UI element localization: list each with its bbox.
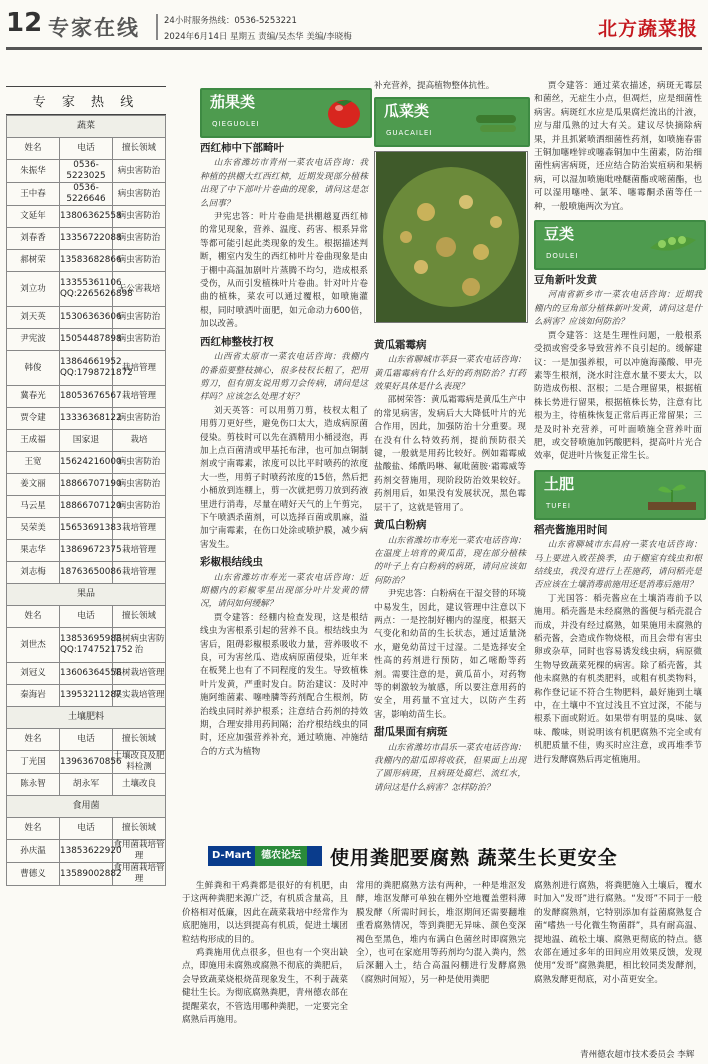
expert-name: 王宽 bbox=[7, 452, 60, 474]
table-row bbox=[7, 206, 166, 228]
tag-label: 茄果类 bbox=[210, 93, 256, 111]
expert-field: 栽培管理 bbox=[113, 562, 166, 584]
expert-phone: 15624216000 bbox=[60, 452, 113, 474]
category-tag-cucurbit bbox=[374, 97, 530, 147]
expert-phone: 13953211287 bbox=[60, 685, 113, 707]
expert-name: 果志华 bbox=[7, 540, 60, 562]
table-row bbox=[7, 452, 166, 474]
expert-field: 病虫害防治 bbox=[113, 160, 166, 183]
table-row bbox=[7, 774, 166, 796]
category-label: 土壤肥料 bbox=[7, 707, 166, 729]
article-question: 山东省聊城市莘县一菜农电话咨询：黄瓜霜霉病有什么好的药剂防治？打药效果好具体是什么表现？ bbox=[374, 355, 526, 393]
table-row bbox=[7, 272, 166, 307]
article-answer: 丁光国答：稻壳酱应在土壤消毒前予以施用。稻壳酱是未经腐熟的酱便与稻壳混合而成，并没有经过腐熟，如果施用未腐熟的稻壳酱，会造成作物烧根，而且会带有害虫卵或杂草，同时也容易诱发线虫病，病原微生物导致蔬菜死棵的病害。除了稻壳酱，其他未腐熟的有机类肥料，或粗有机类物料，称作登记证不符合生物肥料，最好施到土壤中，在土壤中不宜过浅且不宜过深，不能与根系下面或附近。如果带有明显的臭味、氨味、酸味，则说明该有机肥腐熟不完全或有机肥质量不佳，购买时应注意，或再堆季节进行发酵腐熟后再定植施用。 bbox=[534, 593, 702, 765]
expert-field: 土壤改良 bbox=[113, 774, 166, 796]
feature-column-1 bbox=[182, 880, 348, 1050]
expert-field: 病虫害防治 bbox=[113, 307, 166, 329]
expert-field: 病虫害防治 bbox=[113, 496, 166, 518]
article-answer: 尹宪忠答：白粉病在干湿交替的环境中易发生，因此，建议管理中注意以下两点：一是控制好棚内的湿度，根据天气变化和幼苗的生长状态，通过适量浇水，避免幼苗过干过湿。二是选择安全性高的药剂进行预防，如乙嘧酚等药剂。需要注意的是，黄瓜苗小，对药物等的刺激较为敏感，所以要注意用药的安全，用药量不宜过大，以防产生药害，影响幼苗生长。 bbox=[374, 589, 526, 720]
page-header bbox=[6, 8, 702, 44]
table-header-row bbox=[7, 606, 166, 628]
expert-hotline-table bbox=[6, 86, 166, 886]
expert-name: 马云星 bbox=[7, 496, 60, 518]
article-answer: 贾令建答：这是生理性问题，一般根系受损或窖受多导致营养不良引起的。缓解建议：一是加强养根，可以冲施海藻酸、甲壳素等生根剂，浇水时注意水量不要太大，以防造成伤根、沤根；二是合理留果，根据植株长势进行留果，根据植株长势，注意有比根为主，待植株恢复正常后再正常留果；三是及时补充营养，可叶面喷施全营养叶面肥，或交替喷施加钙酸肥料，提高叶片光合效率，促进叶片恢复正常生长。 bbox=[534, 330, 702, 462]
expert-phone: 15054487898 bbox=[60, 329, 113, 351]
cucumber-icon bbox=[468, 103, 524, 139]
masthead-logo: 北方蔬菜报 bbox=[597, 18, 698, 40]
category-tag-soil bbox=[534, 470, 706, 520]
dmart-logo bbox=[208, 846, 322, 866]
expert-name: 文延年 bbox=[7, 206, 60, 228]
expert-field: 病虫害防治 bbox=[113, 329, 166, 351]
expert-phone: 胡永军 bbox=[60, 774, 113, 796]
column-header: 电话 bbox=[60, 606, 113, 628]
category-label: 蔬菜 bbox=[7, 116, 166, 138]
article-title: 彩椒根结线虫 bbox=[200, 556, 263, 569]
expert-phone: 15653691383 bbox=[60, 518, 113, 540]
expert-field: 病虫害防治 bbox=[113, 474, 166, 496]
column-header: 姓名 bbox=[7, 138, 60, 160]
feature-paragraph: 腐熟剂进行腐熟，将粪肥施入土壤后，覆水时加入“发哥”进行腐熟。“发哥”不同于一般的发酵腐熟剂，它特别添加有益菌腐熟复合菌“嗜热一号化微生物菌群”，具有耐高温、提地温、疏松土壤、腐熟更彻底的特点。德农部在通过多年的田间应用效果反馈，发现使用“发哥”腐熟粪肥，相比较同类发酵剂，腐熟发酵更彻底，对小苗更安全。 bbox=[534, 881, 702, 985]
category-label: 食用菌 bbox=[7, 796, 166, 818]
tag-label: 瓜菜类 bbox=[384, 102, 430, 121]
table-row bbox=[7, 329, 166, 351]
expert-name: 刘志梅 bbox=[7, 562, 60, 584]
category-tag-beans bbox=[534, 220, 706, 270]
expert-field: 栽培管理 bbox=[113, 351, 166, 386]
expert-phone: 18763650086 bbox=[60, 562, 113, 584]
column-header: 擅长领域 bbox=[113, 606, 166, 628]
expert-phone: 0536-5226646 bbox=[60, 183, 113, 206]
header-divider bbox=[156, 14, 158, 40]
table-row bbox=[7, 183, 166, 206]
hotline-text: 24小时服务热线：0536-5253221 bbox=[164, 16, 297, 26]
header-rule bbox=[6, 47, 702, 50]
dateline-text: 2024年6月14日 星期五 责编/吴杰华 美编/李晓梅 bbox=[164, 32, 352, 42]
expert-field: 果实栽培管理 bbox=[113, 685, 166, 707]
category-row bbox=[7, 584, 166, 606]
expert-phone: 国家退 bbox=[60, 430, 113, 452]
column-header: 擅长领域 bbox=[113, 138, 166, 160]
table-row bbox=[7, 518, 166, 540]
expert-field: 病虫害防治 bbox=[113, 452, 166, 474]
expert-name: 刘世杰 bbox=[7, 628, 60, 663]
column-header: 姓名 bbox=[7, 729, 60, 751]
expert-field: 果树病虫害防治 bbox=[113, 628, 166, 663]
expert-field: 食用菌栽培管理 bbox=[113, 863, 165, 884]
expert-phone: 13853695983 QQ:1747521752 bbox=[60, 628, 113, 663]
tag-pinyin: QIEGUOLEI bbox=[212, 120, 260, 128]
feature-title: 使用粪肥要腐熟 蔬菜生长更安全 bbox=[330, 847, 618, 869]
article-question: 山西省太原市一菜农电话咨询：我棚内的番茄要整枝摘心，很多枝杈长粗了，把用剪刀，但有朋友说用剪刀会传病，请问是这样吗？应该怎么处理才好？ bbox=[200, 352, 368, 403]
table-row bbox=[7, 408, 166, 430]
table-header-row bbox=[7, 729, 166, 751]
tomato-icon bbox=[310, 94, 366, 130]
table-row bbox=[7, 840, 166, 863]
seedling-icon bbox=[644, 476, 700, 512]
expert-field: 病虫害防治 bbox=[113, 206, 166, 228]
table-row bbox=[7, 474, 166, 496]
article-question: 山东省潍坊市青州一菜农电话咨询：我种植的拱棚大红西红柿，近期发现部分植株出现了中下部叶片卷曲的现象，请问这是怎么回事？ bbox=[200, 158, 368, 209]
expert-phone: 0536-5223025 bbox=[60, 160, 113, 183]
expert-name: 朱振华 bbox=[7, 160, 60, 183]
expert-phone: 13606364558 bbox=[60, 663, 113, 685]
table-row bbox=[7, 751, 166, 774]
pea-pod-icon bbox=[644, 226, 700, 262]
expert-name: 刘立功 bbox=[7, 272, 60, 307]
expert-phone: 13583682866 bbox=[60, 250, 113, 272]
expert-name: 郝树荣 bbox=[7, 250, 60, 272]
expert-name: 王中春 bbox=[7, 183, 60, 206]
feature-column-2 bbox=[356, 880, 526, 1050]
page-number: 12 bbox=[6, 8, 43, 38]
article-question: 山东省聊城市东昌府一菜农电话咨询：马上要进入败茬换季，由于棚室有线虫和根结线虫，我没有进行上茬施药，请问稻壳是否应该在土壤消毒前施用还是消毒后施用？ bbox=[534, 540, 702, 591]
column-header: 姓名 bbox=[7, 606, 60, 628]
column-header: 姓名 bbox=[7, 818, 60, 840]
tag-label: 豆类 bbox=[544, 225, 575, 244]
expert-field: 食用菌栽培管理 bbox=[113, 840, 165, 861]
table-row bbox=[7, 386, 166, 408]
expert-field: 病虫害防治 bbox=[113, 183, 166, 206]
expert-name: 刘春香 bbox=[7, 228, 60, 250]
expert-field: 栽培 bbox=[113, 430, 166, 452]
category-label: 果品 bbox=[7, 584, 166, 606]
expert-name: 尹宪波 bbox=[7, 329, 60, 351]
expert-phone: 13589002882 bbox=[60, 863, 113, 886]
article-question: 山东省潍坊市寿光一菜农电话咨询：近期棚内的彩椒零星出现部分叶片发黄的情况，请问如何缓解？ bbox=[200, 572, 368, 610]
column-header: 电话 bbox=[60, 818, 113, 840]
tag-label: 土肥 bbox=[544, 474, 575, 493]
article-answer: 贾令建答：经棚内检查发现，这是根结线虫为害根系引起的营养不良。根结线虫为害后，阻碍彩椒根系吸收力量，营养吸收不良，可为害丝瓜、造成病原菌侵染，近年来在板凳上也有了不同程度的发生。导致植株叶片发黄，严重时发白。防治建议：及时冲施阿维菌素、噻唑膦等药剂配合生根剂，防治线虫同时养护根系；注意结合药剂的持效期，合理安排用药间隔；治疗根结线虫的同时，还应加强营养补充，通过喷施、冲施结合的方式为植物 bbox=[200, 612, 368, 757]
table-row bbox=[7, 628, 166, 663]
expert-name: 孙庆温 bbox=[7, 840, 60, 863]
article-answer: 刘天英答：可以用剪刀剪，枝杈太粗了用剪刀更好些，避免伤口太大，造成病原菌侵染。剪枝时可以先在酒精用小桶浸泡，再加上点百菌清或甲基托布津，也可加点铜制剂或宁南霉素，浓度可以比平时喷药的浓度大一些，用剪子时喷药浓度的15倍，然后把小桶放到连棚上，剪一次就把剪刀放到药液里进行消毒，尽量在晴好天气的上午剪完，下午喷洒杀菌剂，可以选择百菌或肌麻，溢加宁南霉素，在伤口处涂或喷护膜，减少病害发生。 bbox=[200, 405, 368, 550]
expert-phone: 13963670856 bbox=[60, 751, 113, 774]
expert-phone: 13355361106 QQ:2265626898 bbox=[60, 272, 113, 307]
table-row bbox=[7, 562, 166, 584]
table-header-row bbox=[7, 818, 166, 840]
category-row bbox=[7, 116, 166, 138]
cucumber-leaf-photo bbox=[374, 151, 528, 323]
column-label: 德农论坛 bbox=[255, 846, 307, 866]
table-row bbox=[7, 160, 166, 183]
expert-name: 冀春光 bbox=[7, 386, 60, 408]
article-continued: 补充营养，提高植物整体抗性。 bbox=[374, 81, 495, 91]
expert-field: 病虫害防治 bbox=[113, 250, 166, 272]
article-title: 稻壳酱施用时间 bbox=[534, 523, 608, 536]
article-title: 豆角新叶发黄 bbox=[534, 274, 597, 287]
expert-field: 果树栽培管理 bbox=[113, 663, 166, 685]
article-answer: 邵树荣答：黄瓜霜霉病是黄瓜生产中的常见病害，发病后大大降低叶片的光合作用，因此，加强防治十分重要。现在没有什么特效药剂，提前预防很关键，一般就是用药比较好。例如霜霉威盐酸盐、烯酰吗啉、氟吡菌胺·霜霉威等药剂交替施用，现阶段防治效果较好。药剂用后，如果没有发展状况，黑色霉层干了，这就是管用了。 bbox=[374, 395, 526, 513]
table-row bbox=[7, 307, 166, 329]
article-title: 西红柿中下部畸叶 bbox=[200, 142, 284, 154]
table-row bbox=[7, 228, 166, 250]
table-row bbox=[7, 351, 166, 386]
article-question: 山东省潍坊市昌乐一菜农电话咨询：我棚内的甜瓜即将收获，但果面上出现了圆形病斑，且病斑处腐烂、流红水，请问这是什么病害？怎样防治？ bbox=[374, 742, 526, 793]
table-row bbox=[7, 863, 166, 886]
article-title: 西红柿整枝打杈 bbox=[200, 335, 274, 348]
tag-pinyin: GUACAILEI bbox=[386, 129, 433, 138]
article-question: 河南省新乡市一菜农电话咨询：近期我棚内的豆角部分植株新叶发黄，请问这是什么病害？应该如何防治？ bbox=[534, 290, 702, 328]
expert-name: 刘天英 bbox=[7, 307, 60, 329]
brand-label: D-Mart bbox=[212, 850, 252, 861]
section-title: 专家在线 bbox=[48, 16, 140, 40]
expert-phone: 13869672375 bbox=[60, 540, 113, 562]
column-cucurbit bbox=[374, 80, 526, 795]
expert-name: 曹德义 bbox=[7, 863, 60, 886]
article-title: 甜瓜果面有病斑 bbox=[374, 726, 448, 739]
column-beans-soil bbox=[534, 80, 702, 767]
expert-phone: 15306363606 bbox=[60, 307, 113, 329]
table-row bbox=[7, 540, 166, 562]
expert-field: 栽培管理 bbox=[113, 386, 166, 408]
expert-name: 姜文丽 bbox=[7, 474, 60, 496]
feature-column-3 bbox=[534, 880, 702, 1044]
expert-name: 刘冠义 bbox=[7, 663, 60, 685]
expert-table-body bbox=[7, 116, 166, 886]
expert-field: 土壤改良及肥料检测 bbox=[113, 751, 165, 772]
expert-name: 贾令建 bbox=[7, 408, 60, 430]
expert-field: 栽培管理 bbox=[113, 518, 166, 540]
expert-field: 病虫害防治 bbox=[113, 228, 166, 250]
table-row bbox=[7, 685, 166, 707]
article-title: 黄瓜白粉病 bbox=[374, 519, 427, 532]
expert-field: 栽培管理 bbox=[113, 540, 166, 562]
feature-paragraph: 鸡粪施用优点很多，但也有一个突出缺点，即施用未腐熟或腐熟不彻底的粪肥后，会导致蔬菜烧根烧苗现象发生，不利于蔬菜健壮生长。为彻底腐熟粪肥，青州德农部在提醒菜农，不管选用哪种粪肥，一定要完全腐熟后再施用。 bbox=[182, 948, 348, 1026]
article-title: 黄瓜霜霉病 bbox=[374, 338, 427, 351]
expert-name: 丁光国 bbox=[7, 751, 60, 774]
category-row bbox=[7, 796, 166, 818]
column-header: 擅长领域 bbox=[113, 818, 166, 840]
table-header-row bbox=[7, 138, 166, 160]
feature-paragraph: 常用的粪肥腐熟方法有两种，一种是堆沤发酵，堆沤发酵可单独在棚外空地覆盖塑料薄膜发酵（所需时间长，堆沤期间还需要翻堆重看腐熟情况，等到粪肥无异味、颜色变深褐色至黑色，堆内布满白色菌丝时即腐熟完全），也可在家庭用等药剂均匀混入粪内，然后深翻入土，结合高温闷棚进行发酵腐熟（腐熟时间短），另一种是使用粪肥 bbox=[356, 881, 526, 985]
expert-phone: 18053676567 bbox=[60, 386, 113, 408]
expert-phone: 13853622920 bbox=[60, 840, 113, 863]
table-row bbox=[7, 430, 166, 452]
category-tag-solanaceous bbox=[200, 88, 372, 138]
expert-phone: 18866707120 bbox=[60, 496, 113, 518]
column-header: 擅长领域 bbox=[113, 729, 166, 751]
expert-name: 秦海岩 bbox=[7, 685, 60, 707]
table-row bbox=[7, 663, 166, 685]
expert-phone: 13806362558 bbox=[60, 206, 113, 228]
column-header: 电话 bbox=[60, 729, 113, 751]
article-answer: 尹宪忠答：叶片卷曲是拱棚越夏西红柿的常见现象，营养、温度、药害、根系异常等都可能引起此类现象的发生。根据描述判断，棚室内发生的西红柿叶片卷曲现象是由于棚中高温加剧叶片蒸腾不均匀，造成根系受伤，从而引发植株叶片卷曲。针对叶片卷曲的植株，菜农可以通过覆根，如喷施灌根，同时喷洒叶面肥，如元命动力600倍，加以改善。 bbox=[200, 212, 368, 330]
expert-field: 病虫害防治 bbox=[113, 408, 166, 430]
table-row bbox=[7, 496, 166, 518]
table-row bbox=[7, 250, 166, 272]
expert-field: 无公害栽培 bbox=[113, 272, 166, 307]
column-header: 电话 bbox=[60, 138, 113, 160]
column-solanaceous bbox=[200, 88, 368, 759]
expert-name: 王成福 bbox=[7, 430, 60, 452]
expert-table-title: 专 家 热 线 bbox=[6, 86, 166, 115]
expert-name: 韩俊 bbox=[7, 351, 60, 386]
expert-name: 吴荣美 bbox=[7, 518, 60, 540]
expert-phone: 13356722088 bbox=[60, 228, 113, 250]
category-row bbox=[7, 707, 166, 729]
tag-pinyin: DOULEI bbox=[546, 252, 579, 261]
feature-credit: 青州德农超市技术委员会 李辉 bbox=[580, 1050, 695, 1060]
tag-pinyin: TUFEI bbox=[546, 501, 571, 510]
feature-paragraph: 生鲜粪和干鸡粪都是很好的有机肥，由于这两种粪肥来源广泛，有机质含量高，且价格相对低廉，因此在蔬菜栽培中经常作为底肥施用，以达到提高有机质，促进土壤团粒结构形成的目的。 bbox=[182, 881, 348, 945]
expert-phone: 18866707190 bbox=[60, 474, 113, 496]
feature-banner bbox=[178, 845, 702, 869]
expert-phone: 13864661952 QQ:1798721872 bbox=[60, 351, 113, 386]
article-answer: 贾令建答：通过菜农描述，病斑无霉层和菌丝，无症生小点，但凋烂，应是细菌性病害。病斑红水应是瓜果腐烂流出的汁液，应与甜瓜熟的过大有关。建议尽快摘除病果，并且抓紧喷洒细菌性药剂，如喷施春雷王铜加噻唑锌或噻森铜加中生菌素，防治细菌性病害病斑，还应结合防治炭疽病和果柄病，可以湿加喷施吡唑醚菌酯或嘧菌酯，也可以湿用噻唑、氯苯、噻霉酮杀菌等任一种，一般喷施两次为宜。 bbox=[534, 81, 702, 212]
expert-name: 陈永智 bbox=[7, 774, 60, 796]
expert-phone: 13336368122 bbox=[60, 408, 113, 430]
article-question: 山东省潍坊市寿光一菜农电话咨询：在温度上培育的黄瓜苗，现在部分植株的叶子上有白粉病的病斑，请问应该如何防治？ bbox=[374, 535, 526, 586]
